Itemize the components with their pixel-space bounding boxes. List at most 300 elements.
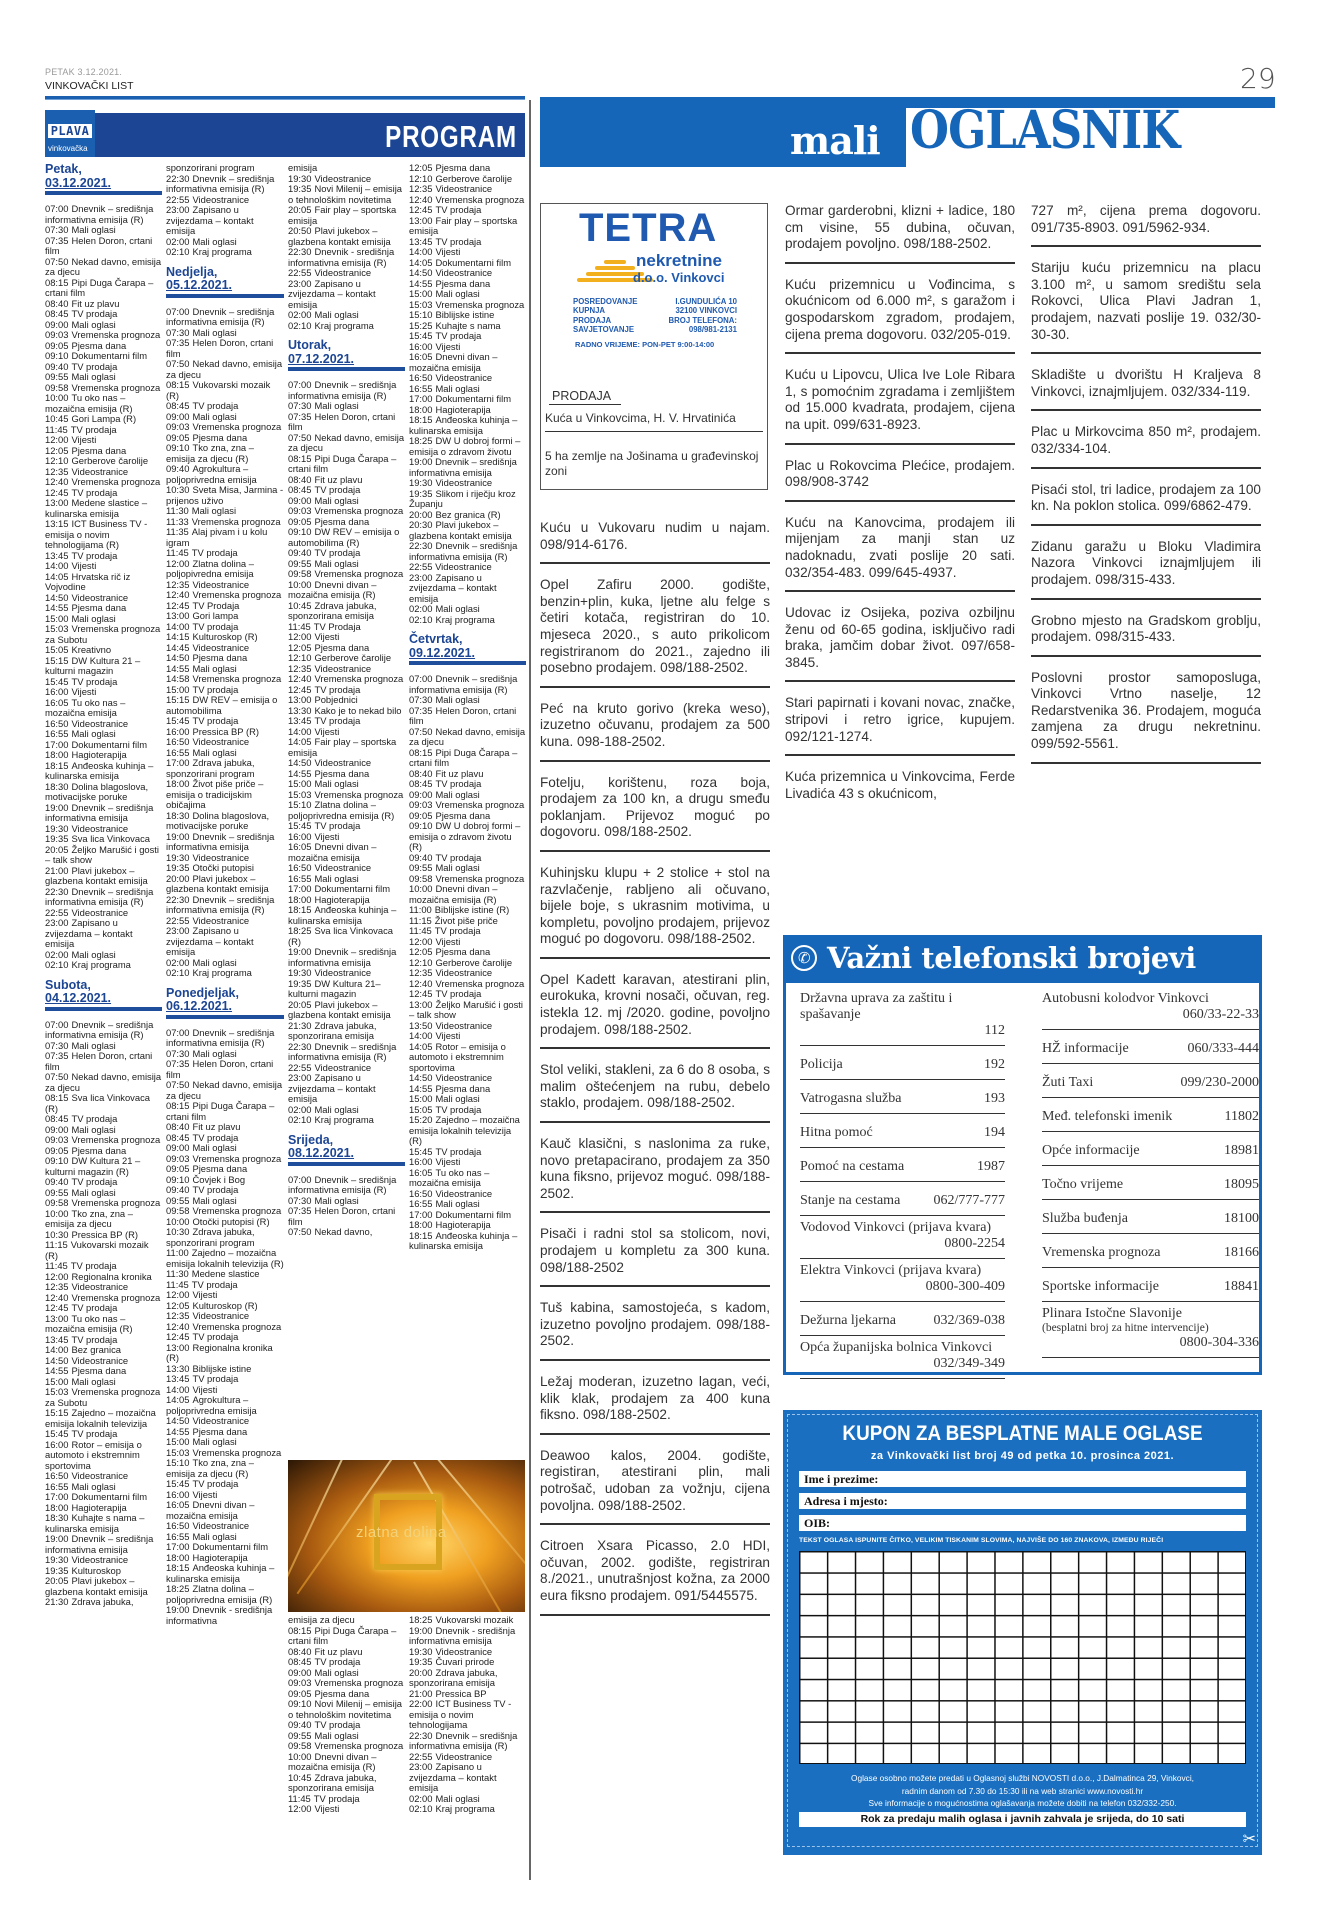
program-time: 12:45 (45, 1302, 69, 1313)
classified-ad: Kuća prizemnica u Vinkovcima, Ferde Livadića 43 s okućnicom, (785, 769, 1015, 801)
program-time: 12:45 (409, 988, 433, 999)
program-time: 15:05 (409, 1103, 433, 1115)
program-title: Hrvatska rič iz Vojvodine (45, 570, 131, 592)
phone-number: 060/33-22-33 (1182, 1007, 1259, 1022)
program-time: 10:30 (166, 484, 190, 495)
program-time: 14:15 (166, 631, 190, 642)
program-entry (45, 1513, 162, 1534)
day-date: 04.12.2021. (45, 991, 112, 1005)
program-time: 09:55 (45, 371, 69, 382)
program-entry (409, 1231, 526, 1252)
program-time: 20:05 (288, 998, 312, 1010)
program-time: 16:55 (409, 382, 433, 394)
program-title: TV prodaja (435, 204, 482, 215)
program-entry (409, 1731, 526, 1752)
program-entry (166, 359, 284, 380)
program-title: Zdrava jabuka, sponzorirana emisija (409, 1666, 498, 1688)
program-time: 07:30 (45, 224, 69, 235)
phone-number: 193 (984, 1091, 1005, 1106)
program-entry (409, 727, 526, 748)
program-time: 14:00 (409, 1030, 433, 1041)
program-time: 19:35 (45, 833, 69, 844)
program-title: Fair play – sportska emisija (288, 204, 397, 226)
program-entry (409, 1804, 526, 1815)
program-time: 09:40 (409, 851, 433, 863)
program-entry (45, 698, 162, 719)
program-title: Videostranice (192, 578, 250, 590)
program-title: Videostranice (435, 1187, 493, 1199)
program-title: Nekad davno, emisija za djecu (166, 358, 283, 380)
program-time: 02:00 (409, 603, 433, 614)
program-time: 12:05 (409, 163, 433, 173)
program-time: 07:35 (166, 337, 190, 348)
program-time: 18:15 (409, 1229, 433, 1241)
program-title: Videostranice (435, 1645, 493, 1657)
program-title: DW Kultura 21– kulturni magazin (288, 977, 381, 999)
program-title: Pjesma dana (71, 1144, 127, 1156)
program-title: Medene slastice – kulinarska emisija (45, 497, 148, 519)
program-entry (409, 1699, 526, 1731)
program-title: Vijesti (71, 686, 97, 697)
program-entry (409, 520, 526, 541)
program-title: Videostranice (71, 465, 129, 477)
program-time: 17:00 (288, 883, 312, 894)
day-name: Četvrtak, (409, 632, 463, 646)
program-time: 08:45 (288, 1656, 312, 1667)
program-time: 14:00 (45, 1344, 69, 1355)
program-title: Dnevnik – središnja informativna emisija (R) (409, 673, 518, 695)
program-time: 16:55 (45, 1480, 69, 1492)
phone-entry (800, 1336, 1005, 1379)
program-title: Pjesma dana (314, 515, 370, 527)
program-time: 09:00 (166, 410, 190, 422)
program-entry (166, 1458, 284, 1479)
program-title: Regionalna kronika (71, 1270, 152, 1282)
important-phones-box (783, 935, 1262, 1375)
program-time: 15:00 (45, 1375, 69, 1387)
classified-ad: Fotelju, korištenu, roza boja, prodajem za 100 kn, a drugu smeđu poklanjam. Prijevoz moguć po dogovoru. 098/188-2502. (540, 775, 770, 852)
program-time: 12:35 (409, 967, 433, 978)
program-title: TV prodaja (192, 400, 239, 411)
program-time: 15:15 (45, 654, 69, 666)
phone-entry (800, 1182, 1005, 1216)
program-time: 20:00 (166, 872, 190, 884)
program-time: 19:30 (409, 1645, 433, 1657)
program-time: 11:15 (409, 914, 432, 926)
program-entry (409, 1115, 526, 1147)
program-title: DW REV – emisija o automobilima (166, 694, 278, 716)
program-title: Dnevnik – središnja informativna emisija (R) 22:55 Videostranice (409, 540, 518, 572)
program-entry (288, 979, 405, 1000)
program-title: Vremenska prognoza za Subotu (45, 623, 161, 645)
program-title: TV prodaja (71, 1176, 118, 1187)
program-time: 09:03 (166, 1152, 190, 1164)
tv-column-2 (166, 163, 284, 1883)
program-time: 16:00 (45, 686, 69, 697)
program-time: 18:15 (288, 904, 312, 915)
program-entry (288, 1626, 405, 1647)
program-title: Pjesma dana (435, 1082, 491, 1094)
program-time: 15:45 (288, 820, 312, 831)
program-title: Mali oglasi (314, 1194, 359, 1206)
program-title: Mali oglasi (71, 371, 116, 382)
program-title: Mali oglasi (71, 728, 116, 739)
program-entry (288, 1227, 405, 1238)
program-title: Videostranice (192, 736, 250, 747)
program-title: Regionalna kronika (R) (166, 1341, 273, 1363)
program-time: 09:40 (166, 463, 190, 474)
program-time: 08:45 (409, 778, 433, 789)
ad-text-grid (799, 1551, 1246, 1764)
program-title: Kraj programa (435, 613, 495, 625)
program-entry (409, 615, 526, 626)
program-time: 19:30 (45, 1554, 69, 1565)
service: KUPNJA (573, 306, 606, 316)
program-time: 12:10 (45, 455, 69, 466)
program-title: Videostranice (71, 717, 129, 729)
program-title: Dnevnik - središnja informativna (166, 1604, 273, 1626)
phone-number: 194 (984, 1125, 1005, 1140)
program-title: Pjesma dana (314, 1687, 370, 1699)
program-title: PROGRAM (385, 119, 517, 154)
program-title: Videostranice (435, 372, 493, 383)
program-time: 09:10 (166, 1173, 190, 1185)
program-time: 11:45 (288, 620, 311, 632)
program-time: 09:03 (288, 505, 312, 516)
program-title: Videostranice (71, 1554, 129, 1565)
program-title: Vijesti (435, 246, 461, 257)
program-entry (166, 779, 284, 811)
program-title: TV prodaja (192, 1331, 239, 1342)
program-time: 07:30 (166, 326, 190, 338)
program-time: 07:35 (288, 1205, 312, 1216)
program-title: Dnevni divan – mozaična emisija (R) (409, 883, 498, 905)
program-title: DW U dobroj formi – emisija o zdravom životu (R) (409, 820, 521, 852)
program-time: 09:55 (288, 557, 312, 569)
program-time: 16:05 (166, 1499, 190, 1510)
program-title: Mali oglasi (314, 557, 359, 569)
program-time: 15:00 (409, 288, 433, 299)
program-time: 08:15 (166, 1100, 190, 1111)
phone-entry (800, 1046, 1005, 1080)
program-title: Kraj programa (314, 319, 374, 331)
phone-number: 18841 (1224, 1279, 1259, 1294)
program-title: Nekad davno, emisija za djecu (45, 1071, 162, 1093)
program-time: 07:50 (166, 358, 190, 369)
program-entry (166, 307, 284, 328)
program-entry (166, 874, 284, 895)
program-entry (409, 1626, 526, 1647)
program-title: Bez granica (R) (435, 508, 501, 520)
program-title: Mali oglasi (71, 1480, 116, 1492)
program-title: Fit uz plavu (71, 297, 120, 309)
program-title: Pjesma dana (435, 809, 491, 821)
program-title: TV prodaja (71, 486, 118, 498)
program-entry (288, 1073, 405, 1105)
program-time: 11:00 (409, 904, 432, 915)
program-time: 15:00 (166, 1436, 190, 1447)
program-title: TV prodaja (71, 1302, 118, 1313)
program-title: Vremenska prognoza za Subotu (45, 1386, 161, 1408)
day-name: Utorak, (288, 338, 332, 352)
program-time: 19:00 (45, 801, 69, 813)
program-time: 02:10 (409, 1803, 433, 1814)
program-time: 13:00 (409, 214, 433, 226)
phone-entry (800, 987, 1005, 1046)
program-time: 08:40 (288, 473, 312, 485)
program-time: 23:00 (409, 571, 433, 583)
program-title: Mali oglasi (435, 788, 480, 800)
program-time: 21:00 (409, 1687, 433, 1699)
program-entry (288, 580, 405, 601)
program-title: Dnevnik – središnja informativna emisija (R) (45, 885, 154, 907)
program-time: 09:00 (288, 1666, 312, 1678)
program-time: 07:30 (166, 1047, 190, 1059)
program-time: 09:00 (166, 1142, 190, 1153)
program-title: Dolina blagoslova, motivacijske poruke (45, 780, 149, 802)
program-title: Hagioterapija (71, 749, 127, 760)
program-time: 16:05 (409, 351, 433, 362)
program-time: 12:40 (166, 589, 190, 600)
phone-entry (1042, 1234, 1259, 1268)
classified-ad: Kauč klasični, s naslonima za ruke, novo pretapacirano, prodajem za 350 kuna fiksno, prijevoz moguć. 098/188-2502. (540, 1136, 770, 1213)
program-title: Zapisano u zvijezdama – kontakt emisija (166, 204, 254, 236)
program-time: 19:35 (288, 977, 312, 989)
program-title: Dokumentarni film (71, 350, 148, 361)
program-title: Mali oglasi (192, 1436, 237, 1447)
program-time: 08:45 (288, 484, 312, 495)
program-title: Agrokultura – poljoprivredna emisija (166, 1394, 257, 1416)
phone-entry (800, 1259, 1005, 1302)
program-title: Vukovarski mozaik (435, 1615, 514, 1625)
phone-entry (1042, 1200, 1259, 1234)
program-time: 12:10 (288, 652, 312, 663)
program-title: Pressica BP (R) (71, 1228, 138, 1240)
coupon-subtitle: za Vinkovački list broj 49 od petka 10. prosinca 2021. (870, 1450, 1175, 1462)
program-time: 15:03 (45, 623, 69, 634)
program-time: 16:00 (166, 725, 190, 737)
program-time: 23:00 (45, 917, 69, 928)
program-entry (288, 1804, 405, 1815)
program-entry (45, 1156, 162, 1177)
phone-entry (1042, 1302, 1259, 1358)
program-title: Dnevnik – središnja informativna emisija (166, 830, 275, 852)
program-entry (288, 947, 405, 968)
program-title: Dnevnik – središnja informativna emisija (45, 1533, 154, 1555)
phone-service-name: Stanje na cestama (800, 1193, 901, 1208)
phone-service-name: Služba buđenja (1042, 1211, 1128, 1226)
day-date: 07.12.2021. (288, 351, 355, 366)
program-time: 11:30 (166, 1268, 189, 1279)
program-time: 17:00 (45, 738, 69, 750)
program-title: Dnevnik – središnja informativna emisija (45, 801, 154, 823)
program-title: Mali oglasi (314, 494, 359, 506)
program-title: Dnevni divan – mozaična emisija (409, 351, 498, 373)
program-title: Vremenska prognoza (191, 515, 281, 527)
program-time: 07:50 (288, 431, 312, 443)
program-entry (166, 1059, 284, 1080)
program-title: Vremenska prognoza (192, 1152, 282, 1164)
program-time: 15:15 (166, 694, 190, 705)
program-time: 19:35 (288, 183, 312, 194)
program-entry (288, 1699, 405, 1720)
program-entry (45, 1534, 162, 1555)
program-entry (45, 1240, 162, 1261)
program-time: 15:20 (409, 1114, 433, 1125)
address-field: Adresa i mjesto: (799, 1493, 1246, 1509)
program-time: 16:50 (166, 736, 190, 747)
program-title: Željko Marušić i gosti – talk show (409, 998, 523, 1020)
program-time: 22:00 (409, 1698, 433, 1709)
program-time: 12:00 (288, 631, 312, 642)
program-title: Život piše priče – emisija o tradicijskim običajima (166, 778, 264, 810)
program-time: 16:55 (45, 728, 69, 739)
program-time: 12:35 (45, 1281, 69, 1292)
program-title: Nekad davno, (314, 1226, 373, 1237)
program-time: 02:00 (45, 948, 69, 960)
program-title: TV prodaja (71, 1428, 118, 1439)
phone-service-name: Vatrogasna služba (800, 1091, 902, 1106)
program-time: 22:30 (409, 540, 433, 551)
program-time: 09:10 (288, 526, 312, 537)
program-title: Zdrava jabuka, sponzorirani program (166, 1226, 255, 1248)
program-time: 09:03 (409, 799, 433, 810)
program-time: 15:00 (166, 683, 190, 695)
program-title: Sveta Misa, Jarmina - prijenos uživo (166, 484, 284, 506)
program-time: 16:05 (409, 1166, 433, 1178)
program-time: 16:05 (45, 696, 69, 708)
program-entry (409, 926, 526, 937)
program-entry (288, 926, 405, 947)
program-time: 08:40 (166, 1121, 190, 1132)
program-time: 18:25 (409, 1615, 433, 1625)
program-title: Dokumentarni film (314, 883, 391, 894)
program-time: 15:45 (45, 1428, 69, 1439)
program-title: Tko zna, zna – emisija za djecu (45, 1207, 133, 1229)
phone-number: 0800-300-409 (925, 1279, 1005, 1294)
program-time: 02:10 (45, 959, 69, 970)
day-date: 08.12.2021. (288, 1146, 355, 1160)
program-time: 22:30 (166, 893, 190, 905)
program-entry (45, 572, 162, 593)
program-title: Vremenska prognoza (435, 872, 525, 884)
program-entry (45, 1020, 162, 1041)
program-time: 12:45 (288, 683, 312, 695)
program-time: 09:58 (288, 568, 312, 579)
program-title: Kulturoskop (71, 1564, 121, 1576)
program-title: Mali oglasi (71, 1186, 116, 1198)
program-time: 14:50 (409, 267, 433, 278)
program-time: 07:35 (409, 704, 433, 716)
day-heading (45, 979, 162, 1011)
program-entry (45, 1209, 162, 1230)
program-time: 19:35 (45, 1564, 69, 1576)
program-time: 09:03 (45, 329, 69, 340)
program-title: Helen Doron, crtani film (288, 410, 396, 432)
program-title: Novi Milenij – emisija o tehnološkim novitetima (288, 1698, 402, 1720)
program-time: 02:00 (166, 956, 190, 968)
program-entry (288, 842, 405, 863)
program-time: 13:00 (166, 610, 190, 621)
program-title: Tu oko nas – mozaična emisija (R) (45, 1312, 133, 1334)
day-heading (409, 633, 526, 665)
program-time: 10:00 (288, 578, 312, 590)
program-time: 13:15 (45, 518, 69, 529)
program-title: Kako je to nekad bilo (314, 704, 402, 716)
classified-ad: Pisaći stol, tri ladice, prodajem za 100 kn. Na poklon stolica. 099/6862-479. (1031, 482, 1261, 526)
program-time: 07:00 (288, 1173, 312, 1185)
program-time: 02:00 (288, 1103, 312, 1115)
program-time: 15:10 (288, 799, 312, 810)
program-title: Vijesti (192, 1289, 218, 1300)
phone-entry (800, 1114, 1005, 1148)
program-time: 17:00 (166, 757, 190, 768)
program-time: 12:40 (409, 193, 433, 205)
program-time: 23:00 (166, 925, 190, 936)
program-entry (409, 415, 526, 436)
program-time: 16:00 (166, 1488, 190, 1500)
program-entry (166, 832, 284, 853)
program-time: 22:55 (166, 914, 190, 926)
program-time: 18:15 (409, 414, 433, 425)
program-title: Mali oglasi (435, 1792, 480, 1804)
program-time: 14:50 (166, 1415, 190, 1426)
coupon-instructions: TEKST OGLASA ISPUNITE ČITKO, VELIKIM TISKANIM SLOVIMA, NAJVIŠE DO 160 ZNAKOVA, IZMEĐU RIJEČI (799, 1537, 1164, 1544)
classified-ad: Kuhinjsku klupu + 2 stolice + stol na razvlačenje, rabljeno ali očuvano, bijele boje, s ukrasnim motivima, u kompletu, povoljno prodajem, prijevoz moguć po dogovoru. 098/188-2502. (540, 865, 770, 959)
program-title: Vremenska prognoza (192, 673, 282, 684)
program-time: 14:05 (288, 736, 312, 747)
phone-number: 099/230-2000 (1180, 1075, 1259, 1090)
program-entry (288, 1752, 405, 1773)
program-time: 15:03 (288, 788, 312, 800)
footer-line: Oglase osobno možete predati u Oglasnoj službi NOVOSTI d.o.o., J.Dalmatinca 29, Vinkovci, (851, 1773, 1194, 1783)
program-title: Pipi Duga Čarapa – crtani film (288, 452, 397, 474)
program-title: Slikom i riječju kroz Županju (409, 487, 516, 509)
program-time: 12:40 (45, 476, 69, 487)
program-entry (409, 216, 526, 237)
program-title: Dolina blagoslova, motivacijske poruke (166, 809, 270, 831)
program-title: TV prodaja (192, 715, 239, 726)
program-title: Dnevnik – središnja informativna emisija (R) (166, 893, 275, 915)
program-entry (45, 1576, 162, 1597)
program-title: Otočki putopisi (R) (192, 1215, 270, 1227)
program-title: Bez granica (71, 1344, 121, 1355)
program-time: 09:58 (166, 1205, 190, 1216)
program-entry (409, 352, 526, 373)
program-time: 14:55 (45, 602, 69, 613)
program-time: 09:55 (45, 1186, 69, 1198)
program-time: 02:00 (409, 1792, 433, 1804)
program-entry (45, 257, 162, 278)
program-entry (288, 1206, 405, 1227)
program-time: 07:30 (409, 694, 433, 705)
program-title: Vremenska prognoza (71, 1197, 161, 1208)
program-title: DW U dobroj formi – emisija o zdravom životu 19:00 Dnevnik – središnja informativna emisija (409, 435, 521, 478)
program-title: Zapisano u zvijezdama – kontakt emisija (166, 925, 254, 957)
program-title: Zapisano u zvijezdama – kontakt emisija (288, 277, 376, 310)
classified-ad: Skladište u dvorištu H Kraljeva 8 Vinkovci, iznajmljujem. 032/334-119. (1031, 367, 1261, 411)
program-title: Čovjek i Bog (192, 1173, 246, 1185)
program-time: 18:00 (288, 893, 312, 905)
program-title: Mali oglasi (435, 603, 480, 614)
program-time: 22:55 (409, 1750, 433, 1762)
program-entry (166, 811, 284, 832)
program-title: Vukovarski mozaik (R) (166, 379, 271, 401)
program-time: 13:30 (166, 1362, 190, 1374)
program-title: Dokumentarni film (71, 738, 148, 750)
program-entry (288, 205, 405, 226)
phone-number: 1987 (977, 1159, 1005, 1174)
